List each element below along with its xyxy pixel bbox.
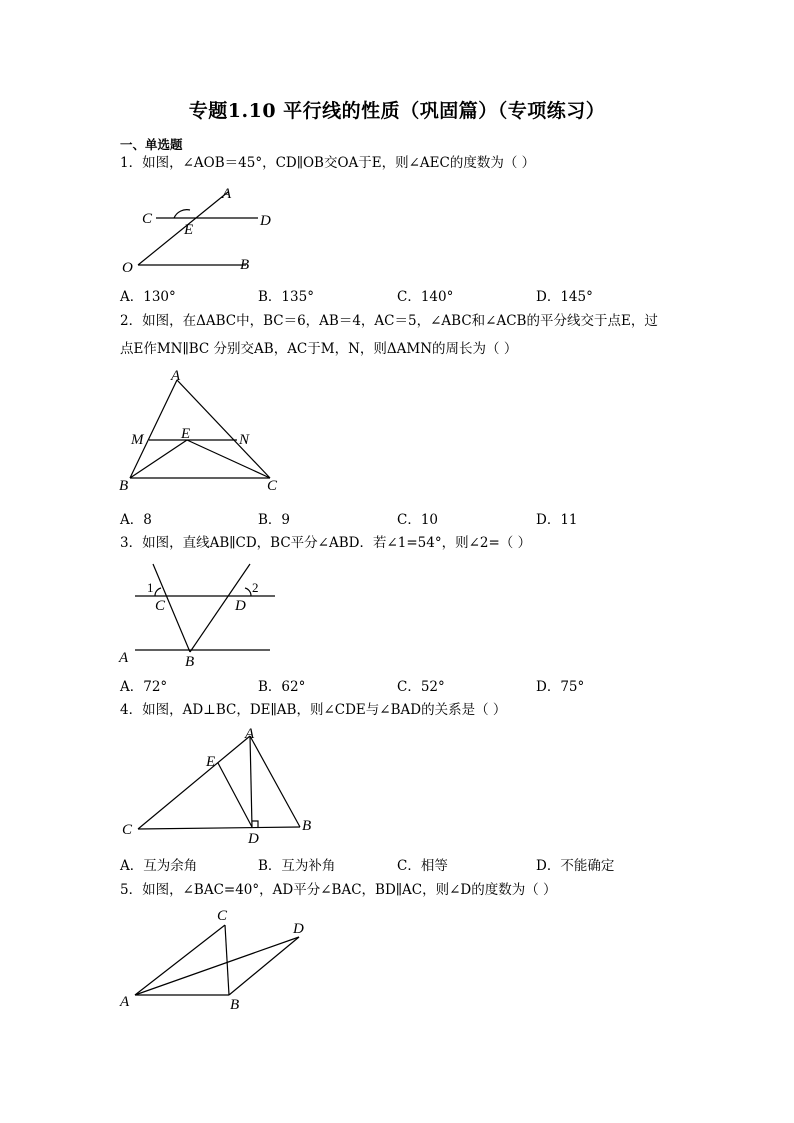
- q1-option-b: B．135°: [258, 289, 314, 305]
- q2-label-a: A: [171, 368, 181, 384]
- page-title: 专题1.10 平行线的性质（巩固篇）（专项练习）: [188, 100, 606, 122]
- question-1-figure: [118, 182, 288, 277]
- q3-label-d: D: [235, 598, 246, 614]
- question-5-stem: 5．如图，∠BAC=40°，AD平分∠BAC，BD∥AC，则∠D的度数为（ ）: [120, 882, 557, 898]
- q1-label-e: E: [184, 222, 194, 238]
- q4-label-b: B: [302, 818, 312, 834]
- q4-option-a: A．互为余角: [120, 858, 198, 874]
- q2-label-n: N: [239, 432, 250, 448]
- q2-label-b: B: [119, 478, 129, 494]
- q1-label-a: A: [222, 186, 232, 202]
- question-3-figure: [115, 562, 285, 670]
- q4-label-d: D: [248, 831, 259, 847]
- q2-option-d: D．11: [536, 512, 578, 528]
- q3-option-c: C．52°: [397, 679, 445, 695]
- q4-option-d: D．不能确定: [536, 858, 615, 874]
- question-2-figure: [115, 366, 290, 496]
- q5-label-d: D: [293, 921, 304, 937]
- question-2-stem: 2．如图，在ΔABC中，BC＝6，AB＝4，AC＝5，∠ABC和∠ACB的平分线交于点E，过: [120, 313, 658, 329]
- q3-option-a: A．72°: [120, 679, 168, 695]
- q1-option-d: D．145°: [536, 289, 593, 305]
- question-3-stem: 3．如图，直线AB∥CD，BC平分∠ABD．若∠1=54°，则∠2=（ ）: [120, 535, 532, 551]
- q2-option-a: A．8: [120, 512, 152, 528]
- q3-label-a: A: [119, 650, 129, 666]
- q1-option-a: A．130°: [120, 289, 176, 305]
- q2-option-c: C．10: [397, 512, 439, 528]
- q3-label-1: 1: [147, 580, 154, 595]
- q5-label-a: A: [120, 994, 130, 1010]
- q1-label-c: C: [142, 211, 153, 227]
- question-4-figure: [118, 726, 323, 848]
- q1-option-c: C．140°: [397, 289, 454, 305]
- q2-label-m: M: [131, 432, 144, 448]
- q4-label-c: C: [122, 822, 133, 838]
- q2-label-c: C: [267, 478, 278, 494]
- question-4-stem: 4．如图，AD⊥BC，DE∥AB，则∠CDE与∠BAD的关系是（ ）: [120, 702, 507, 718]
- question-2-stem-continued: 点E作MN∥BC 分别交AB，AC于M，N，则ΔAMN的周长为（ ）: [120, 341, 518, 357]
- q4-label-e: E: [206, 754, 216, 770]
- q3-option-d: D．75°: [536, 679, 585, 695]
- q5-label-b: B: [230, 997, 240, 1013]
- q4-label-a: A: [245, 726, 255, 742]
- q3-label-b: B: [185, 654, 195, 670]
- question-1-stem: 1．如图，∠AOB＝45°，CD∥OB交OA于E，则∠AEC的度数为（ ）: [120, 155, 536, 171]
- q4-option-c: C．相等: [397, 858, 448, 874]
- q2-label-e: E: [181, 426, 191, 442]
- section-heading: 一、单选题: [120, 137, 183, 152]
- q1-label-d: D: [260, 213, 271, 229]
- q3-option-b: B．62°: [258, 679, 306, 695]
- q1-label-o: O: [122, 260, 133, 276]
- question-5-figure: [115, 905, 325, 1015]
- q3-label-2: 2: [252, 580, 259, 595]
- q4-option-b: B．互为补角: [258, 858, 336, 874]
- q1-label-b: B: [240, 257, 250, 273]
- q3-label-c: C: [155, 598, 166, 614]
- q5-label-c: C: [217, 908, 228, 924]
- q2-option-b: B．9: [258, 512, 291, 528]
